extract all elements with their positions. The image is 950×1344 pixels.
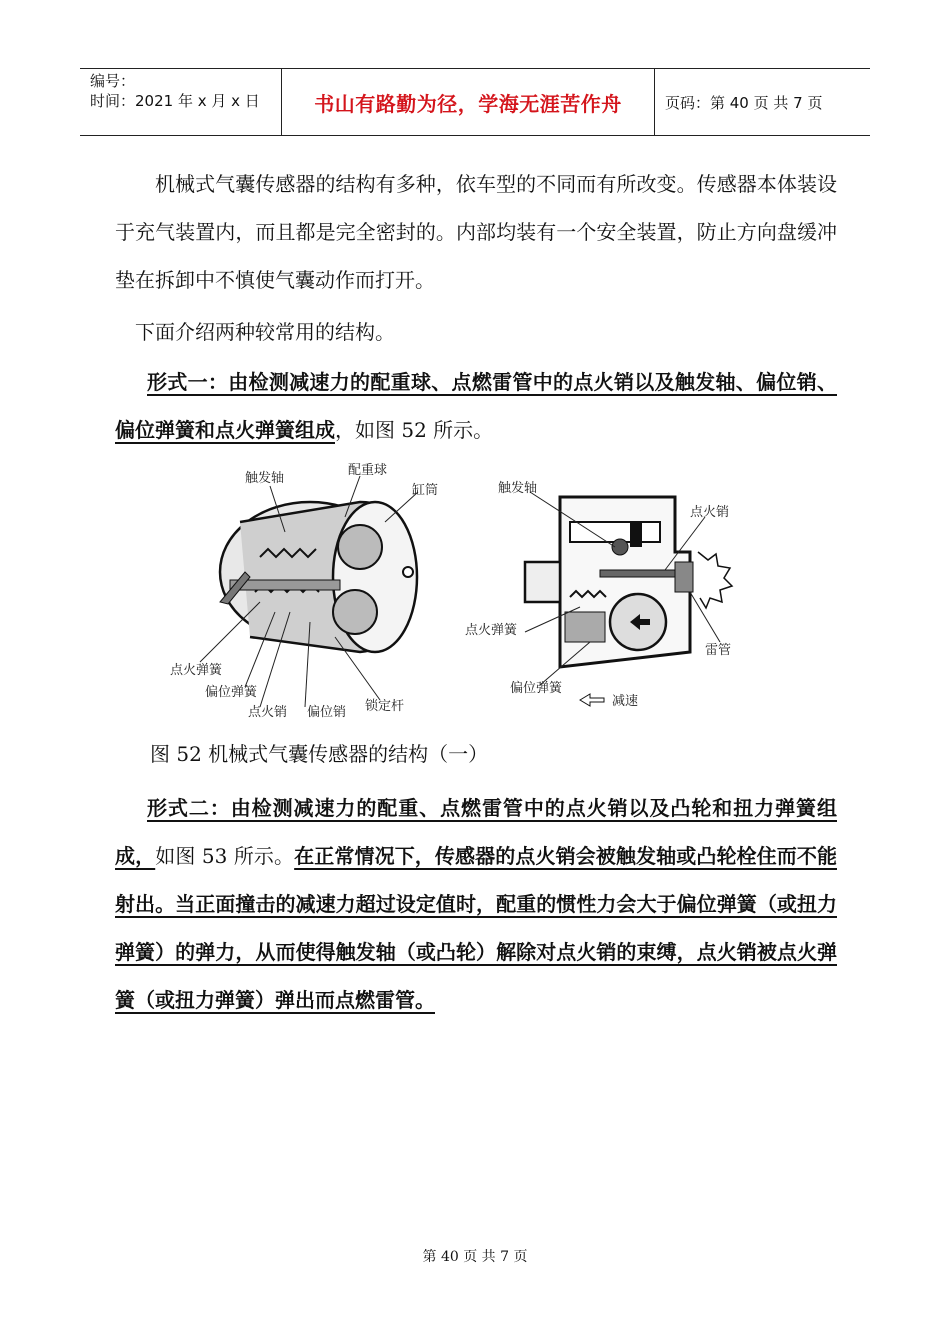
label-cylinder: 缸筒: [412, 483, 439, 498]
header-page-label: 页码：第 40 页 共 7 页: [665, 93, 823, 112]
label-firing-pin-right: 点火销: [690, 505, 730, 520]
paragraph-2: 下面介绍两种较常用的结构。: [135, 320, 395, 344]
label-weight-ball: 配重球: [348, 463, 388, 478]
page-footer: 第 40 页 共 7 页: [422, 1249, 528, 1265]
label-trigger-shaft-right: 触发轴: [498, 481, 538, 496]
time-label: 时间：2021 年 x 月 x 日: [90, 92, 260, 110]
label-bias-spring-right: 偏位弹簧: [510, 681, 563, 696]
paragraph-4-bold-1: 形式二：由检测减速力的配重、点燃雷管中的点火销以及凸轮和扭力弹簧组成，: [115, 796, 837, 868]
header-left: [80, 69, 282, 135]
label-decel: 减速: [612, 694, 639, 709]
paragraph-4-rest: 如图 53 所示。: [155, 844, 295, 868]
figure-52: [160, 462, 760, 732]
label-bias-pin: 偏位销: [307, 705, 347, 720]
paragraph-3-rest: ，如图 52 所示。: [335, 418, 494, 442]
label-detonator: 雷管: [705, 643, 732, 658]
paragraph-3-bold: 形式一：由检测减速力的配重球、点燃雷管中的点火销以及触发轴、偏位销、偏位弹簧和点火弹簧组成: [115, 370, 837, 442]
left-sensor-drawing: [220, 502, 417, 652]
label-firing-pin-left: 点火销: [248, 705, 288, 720]
paragraph-3: [115, 358, 837, 454]
arrow-left-icon: [580, 694, 604, 706]
label-firing-spring-right: 点火弹簧: [465, 623, 518, 638]
paragraph-1: 机械式气囊传感器的结构有多种，依车型的不同而有所改变。传感器本体装设于充气装置内，而且都是完全密封的。内部均装有一个安全装置，防止方向盘缓冲垫在拆卸中不慎使气囊动作而打开。: [115, 172, 837, 292]
figure-caption: 图 52 机械式气囊传感器的结构（一）: [150, 742, 489, 766]
label-trigger-shaft-left: 触发轴: [245, 471, 285, 486]
number-label: 编号：: [90, 72, 136, 90]
paragraph-4-bold-2: 在正常情况下，传感器的点火销会被触发轴或凸轮栓住而不能射出。当正面撞击的减速力超过设定值时，配重的惯性力会大于偏位弹簧（或扭力弹簧）的弹力，从而使得触发轴（或凸轮）解除对点火销的束缚，点火销被点火弹簧（或扭力弹簧）弹出而点燃雷管。: [115, 844, 837, 1012]
page-header: [80, 68, 870, 136]
label-bias-spring-left: 偏位弹簧: [205, 685, 258, 700]
label-firing-spring-left: 点火弹簧: [170, 663, 223, 678]
paragraph-4: [115, 784, 837, 1024]
header-motto: 书山有路勤为径，学海无涯苦作舟: [282, 69, 655, 135]
label-lock-rod: 锁定杆: [365, 699, 405, 714]
